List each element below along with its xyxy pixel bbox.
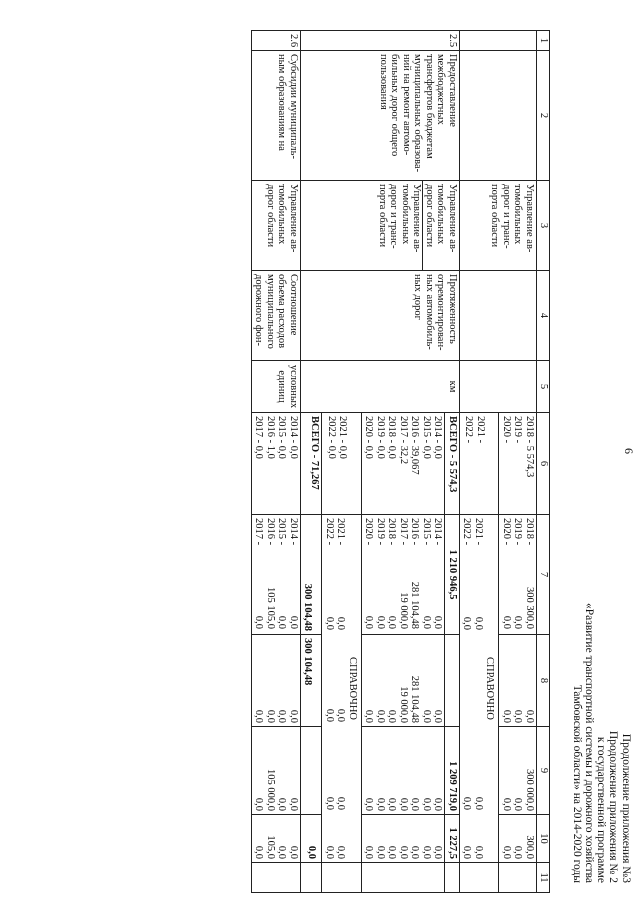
amount: 300 000,0 [524,769,535,811]
cell-indicator-total: ВСЕГО - 5 574,3 [445,413,460,515]
amount: 0,0 [398,797,409,811]
text-line: Управление ав- [447,184,458,253]
page-number: 6 [622,448,636,454]
text-line: дорожного фон- [253,274,265,347]
appendix-header-line: Тамбовской области» на 2014-2020 годы [571,684,583,883]
table-row [252,31,301,893]
cell-funding-total [499,515,537,635]
text-line: Управление ав- [524,184,535,253]
amount: 0,0 [288,709,299,723]
amount: 0,0 [501,845,512,859]
column-number: 9 [537,727,550,815]
cell-funding-values [252,515,301,635]
cell-other [445,863,460,893]
cell-funding-values [362,515,446,635]
text-line: Управление ав- [411,184,423,253]
year-label: 2021 - [473,518,484,546]
column-number: 8 [537,635,550,727]
text-line: отремонтирован- [435,274,447,351]
text-line: ным образованиям на [276,54,288,151]
amount: 0,0 [421,845,432,859]
amount: 0,0 [432,615,444,629]
cell-regional [301,727,323,815]
amount: 0,0 [473,616,484,630]
cell-federal [445,635,460,727]
amount: 0,0 [276,615,288,629]
value-line: 2016 - 1,0 [265,416,276,459]
reference-heading: СПРАВОЧНО [347,657,358,720]
amount: 0,0 [265,709,276,723]
cell-grand-federal: 300 104,48 [301,635,323,727]
text-line: томобильных [400,184,411,245]
amount: 0,0 [335,796,347,810]
appendix-header-line: к государственной программе [595,736,607,883]
amount: 0,0 [409,845,421,859]
cell-other [252,863,301,893]
text-line: пользования [378,54,389,110]
year-label: 2014 - [432,518,444,546]
cell-number: 2.5 [301,31,460,51]
amount: 281 104,48 [409,581,421,629]
cell-name [460,51,537,181]
amount: 0,0 [363,797,375,811]
amount: 0,0 [253,709,265,723]
year-label: 2018 - [524,518,535,546]
amount: 281 104,48 [409,675,421,723]
cell-executor [252,181,301,271]
unit-label: условных [288,364,299,409]
appendix-header-line: «Развитие транспортной системы и дорожного хозяйства [583,603,595,883]
amount: 300 300,0 [524,587,535,629]
cell-executor [460,181,537,271]
cell-reference-funding [322,515,362,863]
text-line: порта области [489,184,501,248]
cell-indicator-values [499,413,537,515]
amount: 0,0 [501,797,512,811]
cell-other [322,863,362,893]
amount: 0,0 [461,796,473,810]
amount: 0,0 [363,709,375,723]
text-line: Протяженность [447,274,458,344]
text-line: томобильных [276,184,288,245]
value-line: 2017 - 32,2 [398,416,409,465]
cell-local [499,815,537,863]
text-line: ных дорог [412,274,424,320]
text-line: дорог области [424,184,435,248]
amount: 0,0 [432,709,444,723]
value-line: 2016 - 39,067 [409,416,421,475]
cell-other [460,863,500,893]
amount: 0,0 [335,616,347,630]
amount: 0,0 [473,845,484,859]
text-line: Управление ав- [288,184,299,253]
value-line: 2015 - 0,0 [421,416,432,459]
amount: 0,0 [288,615,299,629]
value-line: 2014 - 0,0 [288,416,299,459]
amount: 0,0 [375,845,386,859]
cell-name [252,51,301,181]
amount: 0,0 [432,797,444,811]
cell-regional: 1 209 719,0 [445,727,460,815]
text-line: объема расходов [276,274,288,349]
text-line: ных автомобиль- [424,274,435,350]
year-label: 2019 - [375,518,386,546]
cell-federal [499,635,537,727]
amount: 0,0 [386,797,398,811]
amount: 0,0 [398,845,409,859]
appendix-header-line: Продолжение приложения № 2 [607,730,619,883]
year-label: 2016 - [409,518,421,546]
amount: 0,0 [409,797,421,811]
text-line: бильных дорог общего [389,54,401,157]
text-line: дорог области [265,184,276,248]
amount: 0,0 [335,708,347,722]
year-label: 2017 - [398,518,409,546]
cell-number: 2.6 [252,31,301,51]
amount: 0,0 [276,845,288,859]
value-line: 2020 - 0,0 [363,416,375,459]
text-line: порта области [377,184,388,248]
amount: 0,0 [363,845,375,859]
text-line: томобильных [435,184,447,245]
text-line: муниципальных образова- [412,54,424,173]
amount: 0,0 [375,797,386,811]
cell-local: 1 227,5 [445,815,460,863]
value-line: 2017 - 0,0 [253,416,265,459]
value-line: 2022 - 0,0 [326,416,337,459]
amount: 0,0 [363,615,375,629]
amount: 0,0 [335,845,347,859]
cell-regional [252,727,301,815]
column-number: 2 [537,51,550,181]
text-line: трансфертов бюджетам [424,54,435,159]
year-label: 2014 - [288,518,299,546]
cell-local [362,815,446,863]
cell-reference-funding [460,515,500,863]
amount: 0,0 [276,709,288,723]
amount: 19 000,0 [398,686,409,723]
value-line: 2020 - [501,416,512,444]
cell-indicator [301,271,460,361]
value-line: 2019 - 0,0 [375,416,386,459]
year-label: 2022 - [324,518,335,546]
value-line: 2018 - 5 574,3 [524,416,535,478]
amount: 0,0 [512,615,524,629]
cell-other [362,863,446,893]
unit-label: единиц [276,370,288,403]
appendix-header-line: Продолжение приложения №3 [620,733,632,883]
year-label: 2022 - [461,518,473,546]
amount: 105,0 [265,835,276,859]
cell-grand-funding: 300 104,48 [301,515,323,635]
cell-other [499,863,537,893]
amount: 0,0 [324,796,335,810]
amount: 0,0 [276,797,288,811]
value-line: 2014 - 0,0 [432,416,444,459]
amount: 105 105,0 [265,587,276,629]
table-row [499,31,537,893]
cell-indicator [460,271,537,361]
amount: 0,0 [288,845,299,859]
text-line: Предоставление [447,54,458,127]
value-line: 2021 - [475,416,486,444]
reference-heading: СПРАВОЧНО [484,657,496,720]
year-label: 2015 - [276,518,288,546]
text-line: муниципального [265,274,276,349]
column-number: 3 [537,181,550,271]
amount: 0,0 [421,615,432,629]
year-label: 2021 - [335,518,347,546]
cell-indicator-values [362,413,446,515]
cell-federal [252,635,301,727]
text-line: Соотношение [288,274,299,336]
cell-number [460,31,537,51]
amount: 0,0 [324,845,335,859]
text-line: томобильных [512,184,524,245]
text-line: дорог и транс- [501,184,512,249]
program-table [251,30,550,893]
year-label: 2019 - [512,518,524,546]
cell-unit [301,361,460,413]
year-label: 2017 - [253,518,265,546]
text-line: межбюджетных [435,54,447,125]
column-number: 7 [537,515,550,635]
cell-executor [301,181,460,271]
year-label: 2020 - [363,518,375,546]
cell-federal [362,635,446,727]
year-label: 2020 - [501,518,512,546]
amount: 0,0 [501,709,512,723]
amount: 0,0 [501,615,512,629]
cell-reference-values [322,413,362,515]
amount: 0,0 [386,845,398,859]
cell-other [301,863,323,893]
unit-label: км [447,380,458,393]
amount: 0,0 [421,797,432,811]
amount: 0,0 [324,708,335,722]
year-label: 2016 - [265,518,276,546]
text-line: дорог и транс- [388,184,400,249]
amount: 0,0 [473,796,484,810]
amount: 0,0 [512,797,524,811]
column-number: 4 [537,271,550,361]
amount: 0,0 [375,615,386,629]
amount: 0,0 [512,845,524,859]
column-number: 10 [537,815,550,863]
amount: 0,0 [512,709,524,723]
amount: 0,0 [432,845,444,859]
column-number: 1 [537,31,550,51]
amount: 0,0 [253,797,265,811]
amount: 0,0 [461,616,473,630]
value-line: 2021 - 0,0 [337,416,349,459]
amount: 0,0 [421,709,432,723]
amount: 0,0 [288,797,299,811]
amount: 0,0 [324,616,335,630]
cell-grand-total: ВСЕГО - 71,267 [301,413,323,515]
cell-regional [499,727,537,815]
amount: 0,0 [253,845,265,859]
amount: 0,0 [461,845,473,859]
amount: 19 000,0 [398,592,409,629]
column-number-row [537,31,550,893]
column-number: 5 [537,361,550,413]
amount: 300,0 [524,835,535,859]
text-line: ний на ремонт автомо- [401,54,412,156]
amount: 0,0 [386,615,398,629]
column-number: 6 [537,413,550,515]
year-label: 2015 - [421,518,432,546]
value-line: 2019 - [512,416,524,444]
cell-name [301,51,460,181]
cell-reference-values [460,413,500,515]
amount: 0,0 [253,615,265,629]
year-label: 2018 - [386,518,398,546]
value-line: 2015 - 0,0 [276,416,288,459]
amount: 0,0 [524,709,535,723]
cell-funding-total: 1 210 946,5 [445,515,460,635]
cell-unit [252,361,301,413]
cell-indicator [252,271,301,361]
text-line: Субсидии муниципаль- [288,54,299,159]
value-line: 2022 - [463,416,475,444]
cell-regional [362,727,446,815]
value-line: 2018 - 0,0 [386,416,398,459]
cell-unit [460,361,537,413]
column-number: 11 [537,863,550,893]
cell-indicator-values [252,413,301,515]
amount: 105 000,0 [265,769,276,811]
table-row [445,31,460,893]
cell-grand-local: 0,0 [301,815,323,863]
cell-local [252,815,301,863]
amount: 0,0 [375,709,386,723]
amount: 0,0 [386,709,398,723]
